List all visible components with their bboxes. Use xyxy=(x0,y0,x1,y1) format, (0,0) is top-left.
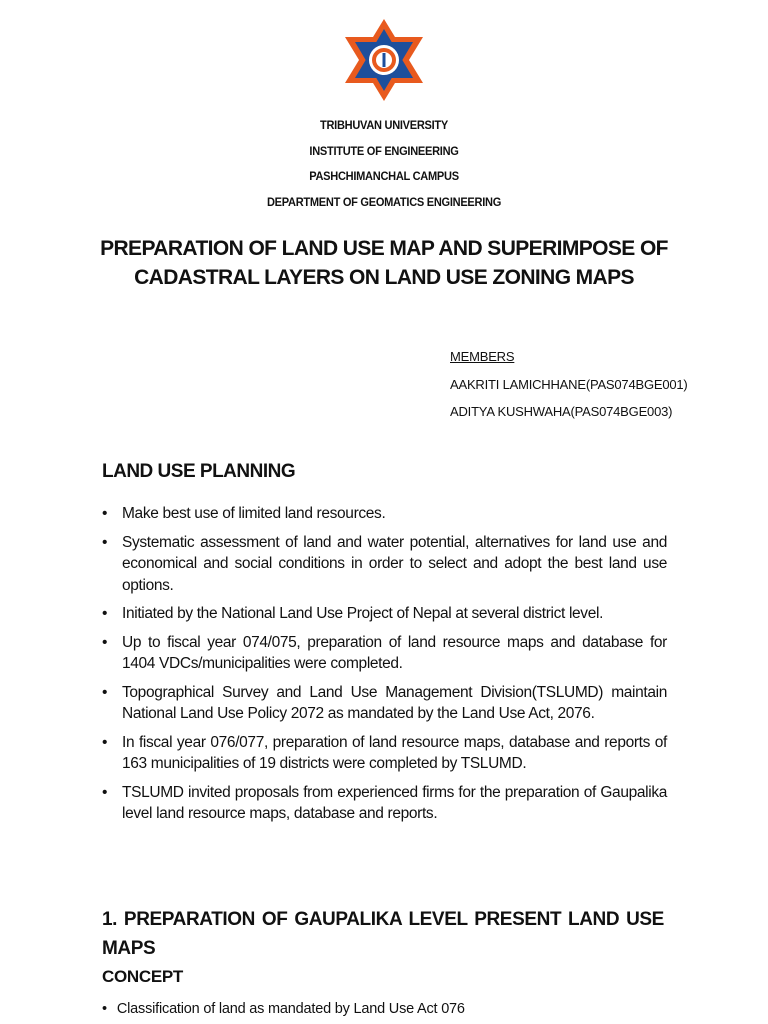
member-item: ADITYA KUSHWAHA(PAS074BGE003) xyxy=(450,404,673,419)
bullet-icon: • xyxy=(102,505,108,522)
institute-name: INSTITUTE OF ENGINEERING xyxy=(309,143,459,158)
list-item xyxy=(102,632,667,675)
list-item xyxy=(102,603,667,625)
bullet-icon: • xyxy=(102,733,108,751)
list-item-text: In fiscal year 076/077, preparation of land resource maps, database and reports of 163 municipalities of 19 districts were completed by TSLUMD. xyxy=(122,733,667,772)
list-item xyxy=(102,682,667,725)
campus-name: PASHCHIMANCHAL CAMPUS xyxy=(309,169,459,183)
list-item-text: TSLUMD invited proposals from experienced firms for the preparation of Gaupalika level land resource maps, database and reports. xyxy=(122,783,667,822)
members-block xyxy=(450,343,688,426)
list-item-text: Systematic assessment of land and water potential, alternatives for land use and economical and social conditions in order to select and adopt the best land use options. xyxy=(122,533,667,594)
university-name: TRIBHUVAN UNIVERSITY xyxy=(320,118,448,132)
page-title-line-1: PREPARATION OF LAND USE MAP AND SUPERIMPOSE OF xyxy=(100,237,668,260)
bullet-icon: • xyxy=(102,633,108,651)
bullet-icon: • xyxy=(102,605,108,622)
bullet-icon: • xyxy=(102,1001,107,1017)
list-item-text: Up to fiscal year 074/075, preparation of land resource maps and database for 1404 VDCs/municipalities were completed. xyxy=(122,633,667,672)
list-item xyxy=(102,782,667,825)
page-title-line-2: CADASTRAL LAYERS ON LAND USE ZONING MAPS xyxy=(134,266,634,289)
university-emblem-icon xyxy=(343,17,425,103)
members-label: MEMBERS xyxy=(450,349,515,364)
section-heading-preparation: 1. PREPARATION OF GAUPALIKA LEVEL PRESENT LAND USE MAPS xyxy=(102,909,664,959)
list-item-text: Initiated by the National Land Use Project of Nepal at several district level. xyxy=(122,605,604,622)
bullet-icon: • xyxy=(102,533,108,551)
page-title xyxy=(60,234,708,292)
list-item-text: Topographical Survey and Land Use Management Division(TSLUMD) maintain National Land Use Policy 2072 as mandated by the Land Use Act, 2076. xyxy=(122,683,667,722)
section-heading-land-use-planning: LAND USE PLANNING xyxy=(102,461,296,482)
institution-header xyxy=(0,113,768,215)
list-item xyxy=(102,1001,465,1017)
member-item: AAKRITI LAMICHHANE(PAS074BGE001) xyxy=(450,376,688,392)
list-item xyxy=(102,532,667,597)
list-item-text: Classification of land as mandated by Land Use Act 076 xyxy=(116,1001,465,1017)
concept-heading: CONCEPT xyxy=(102,967,184,986)
bullet-icon: • xyxy=(102,683,108,701)
land-use-planning-list xyxy=(102,503,667,832)
list-item xyxy=(102,503,667,525)
list-item xyxy=(102,732,667,775)
bullet-icon: • xyxy=(102,783,108,801)
list-item-text: Make best use of limited land resources. xyxy=(122,505,386,522)
department-name: DEPARTMENT OF GEOMATICS ENGINEERING xyxy=(266,194,502,209)
